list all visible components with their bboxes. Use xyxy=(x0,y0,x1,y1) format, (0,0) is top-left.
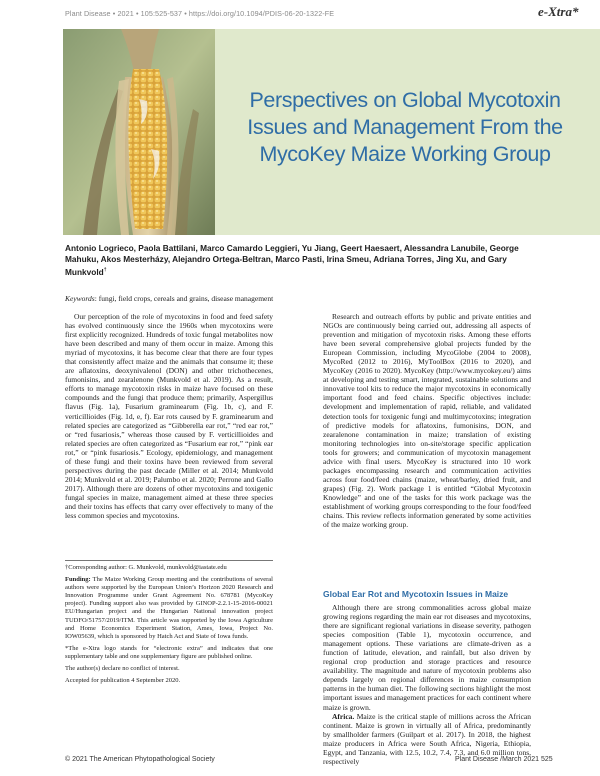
citation-line: Plant Disease • 2021 • 105:525-537 • https://doi.org/10.1094/PDIS-06-20-1322-FE xyxy=(65,9,335,18)
e-xtra-logo: e-Xtra* xyxy=(538,4,579,19)
conflict-note: The author(s) declare no conflict of interest. xyxy=(65,665,180,673)
author-list xyxy=(65,243,535,278)
funding-text: The Maize Working Group meeting and the contributions of several authors were supported by the European Union’s Horizon 2020 Research and Innovation Programme under Grant Agreement No. 678781 (MycoKey project). Funding support also was provided by GINOP-2.2.1-15-2016-00021 EU/Hungarian project and the Hungarian National innovation project TUDFO/51757/2019/ITM. This article was supported by the Iowa Agriculture and Home Economics Experiment Station, Ames, Iowa, Project No. IOW05639, which is sponsored by Hatch Act and State of Iowa funds. xyxy=(65,576,273,640)
maize-ear-image xyxy=(63,29,215,235)
footnote-divider xyxy=(65,560,273,561)
authors-text: Antonio Logrieco, Paola Battilani, Marco Camardo Leggieri, Yu Jiang, Geert Haesaert, Alessandra Lanubile, George Mahuku, Akos Mesterházy, Alejandro Ortega-Beltran, Marco Pasti, Irina Smeu, Adriana Torres, Jing Xu, and Gary Munkvold xyxy=(65,243,519,277)
corresponding-author-note: †Corresponding author: G. Munkvold, munkvold@iastate.edu xyxy=(65,564,227,571)
right-column xyxy=(323,312,531,529)
mycokey-paragraph: Research and outreach efforts by public and private entities and NGOs are continuously being carried out, addressing all aspects of prevention and mitigation of mycotoxin risks. Among these efforts have been several comprehensive global projects funded by the European Commission, including MycoGlobe (2004 to 2008), MycoRed (2012 to 2016), MyToolBox (2016 to 2020), and MycoKey (2016 to 2020). MycoKey (http://www.mycokey.eu/) aims at developing and testing smart, integrated, sustainable solutions and innovative tool kits to reduce the major mycotoxins in economically important food and feed chains. Specific objectives include: development and implementation of rapid, reliable, and validated detection tools for toxigenic fungi and multimycotoxins; integration of predictive models for aflatoxins, fumonisins, DON, and zearalenone contamination in maize; translation of existing monitoring technologies into on-site/storage specific application tools for growers; and communication of mycotoxin management advice with final users. MycoKey is structured into 10 work packages encompassing research and communication activities across four food/feed chains (maize, wheat/barley, dried fruit, and grapes) (Fig. 2). Work package 1 is entitled “Global Mycotoxin Knowledge” and one of the tasks for this work package was the establishment of working groups corresponding to the four food/feed chains. This review reflects information generated by some activities of the maize working group. xyxy=(323,312,531,530)
keywords xyxy=(65,294,535,303)
footnotes xyxy=(65,564,273,689)
article-title: Perspectives on Global Mycotoxin Issues and Management From the MycoKey Maize Working Group xyxy=(247,88,563,166)
copyright-notice: © 2021 The American Phytopathological Society xyxy=(65,756,215,763)
title-banner xyxy=(63,29,600,235)
page-footer: Plant Disease /March 2021 525 xyxy=(455,756,553,763)
accepted-note: Accepted for publication 4 September 2020. xyxy=(65,677,181,685)
journal-header xyxy=(0,0,600,30)
section-paragraph-1: Although there are strong commonalities across global maize growing regions regarding the main ear rot diseases and mycotoxins, there are significant regional variations in disease severity, pathogen species composition (Table 1), mycotoxin occurrence, and management options. These variations are climate-driven as a function of latitude, elevation, and rainfall, but also driven by regional crop production and storage practices and resource availability. The magnitude and nature of mycotoxin problems also depends largely on regional differences in maize consumption patterns in the human diet. The following sections highlight the most important issues and management practices for each continent where maize is grown. xyxy=(323,603,531,712)
africa-label: Africa. xyxy=(332,711,355,721)
keywords-label: Keywords xyxy=(65,294,95,303)
extra-note: *The e-Xtra logo stands for “electronic extra” and indicates that one supplementary table and one supplementary figure are published online. xyxy=(65,644,273,660)
keywords-text: : fungi, field crops, cereals and grains, disease management xyxy=(94,294,274,303)
section-heading: Global Ear Rot and Mycotoxin Issues in Maize xyxy=(323,589,509,599)
left-column xyxy=(65,312,273,520)
africa-text: Maize is the critical staple of millions across the African continent. Maize is grown in virtually all of Africa, predominantly by smallholder farmers (Guilpart et al. 2017). In 2018, the highest maize producers in Africa were South Africa, Nigeria, Ethiopia, Egypt, and Tanzania, with 12.5, 10.2, 7.4, 7.3, and 6.0 million tons, respectively xyxy=(323,711,531,766)
corresponding-mark: † xyxy=(103,267,107,273)
funding-label: Funding: xyxy=(65,576,91,584)
section-body xyxy=(323,603,531,766)
funding-note xyxy=(65,576,273,641)
intro-paragraph: Our perception of the role of mycotoxins in food and feed safety has evolved continuously since the 1960s when mycotoxins were first explicitly recognized. Hundreds of toxic fungal metabolites now have been described and many of them occur in maize. Among this myriad of mycotoxins, it has become clear that there are four types that consistently affect maize and the animals that consume it; these are aflatoxins, deoxynivalenol (DON) and other trichothecenes, fumonisins, and zearalenone (Munkvold et al. 2019). As a result, efforts to manage mycotoxin risks in maize have focused on these compounds and the fungi that produce them; primarily, Aspergillus flavus (Fig. 1a), Fusarium graminearum (Fig. 1b, c), and F. verticillioides (Fig. 1d, e, f). Ear rots caused by F. graminearum and related species are categorized as “Gibberella ear rot,” “red ear rot,” or “red fusariosis,” whereas those caused by F. verticillioides and related species are often categorized as “Fusarium ear rot,” “pink ear rot,” or “pink fusariosis.” Ecology, epidemiology, and management of these fungi and their toxins have been reviewed from several perspectives during the past decade (Miller et al. 2014; Munkvold 2014; Munkvold et al. 2019; Palumbo et al. 2020; Perrone and Gallo 2017). Although there are dozens of other mycotoxins and toxigenic fungal species in maize, management aimed at these three species and their toxins has effects that carry over effectively to many of the less common species and mycotoxins. xyxy=(65,312,273,521)
